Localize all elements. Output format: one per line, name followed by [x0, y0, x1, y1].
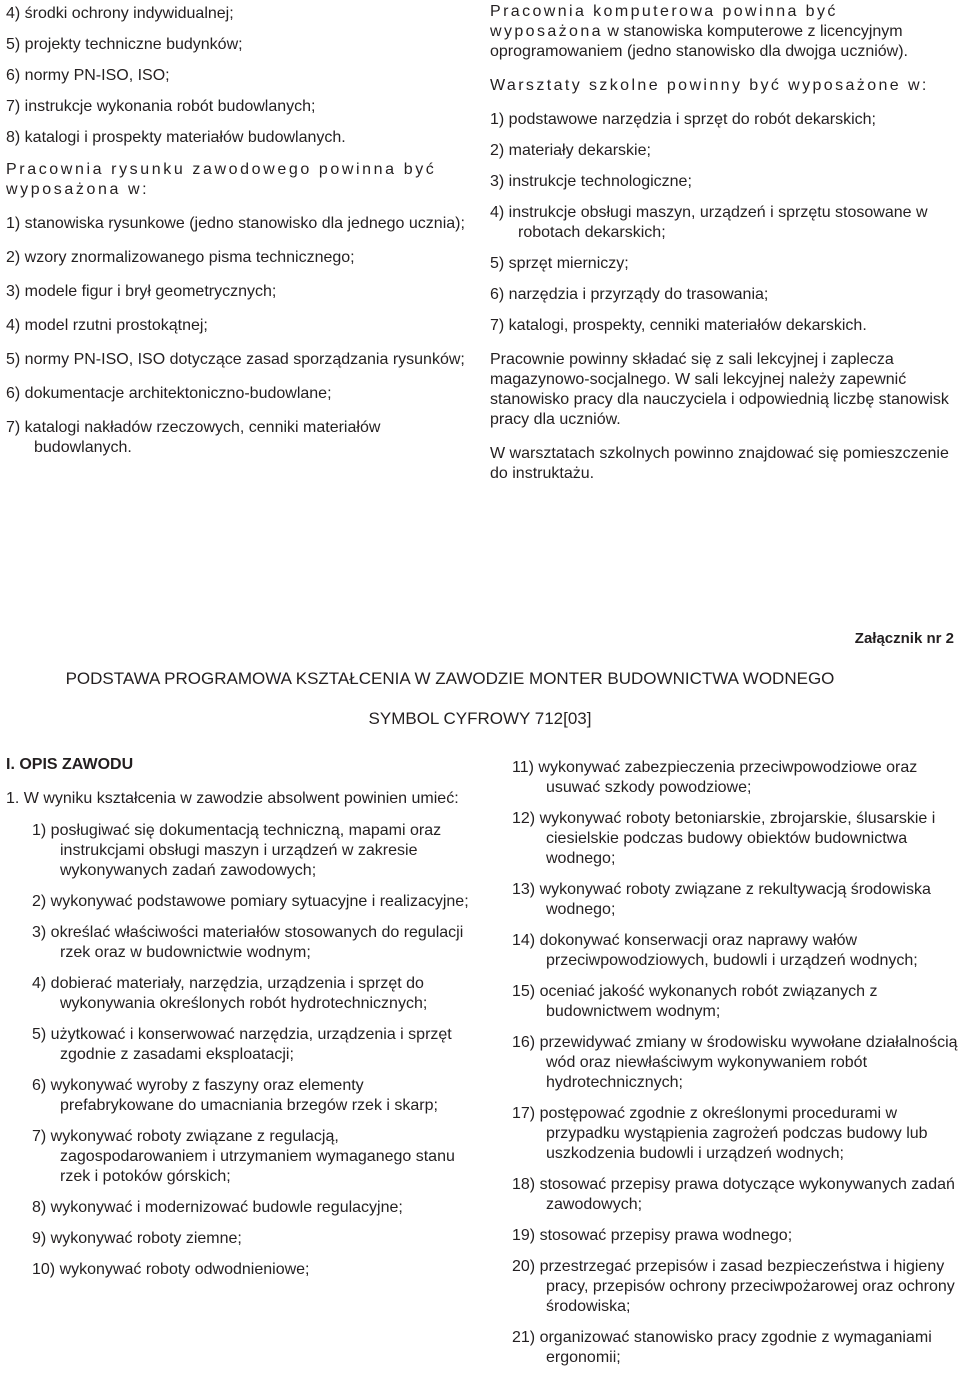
list-item: 3) instrukcje technologiczne;: [490, 173, 692, 190]
list-item: 2) wzory znormalizowanego pisma technicznego;: [6, 249, 355, 266]
list-item: 7) wykonywać roboty związane z regulacją, zagospodarowaniem i utrzymaniem wymaganego stanu rzek i potoków górskich;: [32, 1128, 455, 1185]
list-item: 1) posługiwać się dokumentacją techniczną, mapami oraz instrukcjami obsługi maszyn i urządzeń w zakresie wykonywanych zadań zawodowych;: [32, 822, 442, 879]
list-item: 5) normy PN-ISO, ISO dotyczące zasad sporządzania rysunków;: [6, 351, 465, 368]
list-item: 2) wykonywać podstawowe pomiary sytuacyjne i realizacyjne;: [32, 893, 469, 910]
list-item: 7) instrukcje wykonania robót budowlanych;: [6, 98, 316, 115]
computer-room-text: w stanowiska komputerowe z licencyjnym oprogramowaniem (jedno stanowisko dla dwojga uczniów).: [490, 23, 908, 60]
section-heading: I. OPIS ZAWODU: [6, 756, 134, 773]
skills-left-column: [6, 755, 472, 1291]
list-item: 6) wykonywać wyroby z faszyny oraz elementy prefabrykowane do umacniania brzegów rzek i skarp;: [32, 1077, 438, 1114]
list-item: 8) wykonywać i modernizować budowle regulacyjne;: [32, 1199, 403, 1216]
list-item: 1) podstawowe narzędzia i sprzęt do robót dekarskich;: [490, 111, 876, 128]
list-item: 21) organizować stanowisko pracy zgodnie z wymaganiami ergonomii;: [512, 1329, 932, 1366]
list-item: 5) sprzęt mierniczy;: [490, 255, 629, 272]
list-item: 7) katalogi, prospekty, cenniki materiałów dekarskich.: [490, 317, 867, 334]
document-title: PODSTAWA PROGRAMOWA KSZTAŁCENIA W ZAWODZIE MONTER BUDOWNICTWA WODNEGO: [65, 669, 835, 688]
list-item: 6) dokumentacje architektoniczno-budowlane;: [6, 385, 332, 402]
list-item: 4) model rzutni prostokątnej;: [6, 317, 208, 334]
list-item: 12) wykonywać roboty betoniarskie, zbrojarskie, ślusarskie i ciesielskie podczas budowy obiektów budownictwa wodnego;: [512, 810, 936, 867]
list-item: 5) użytkować i konserwować narzędzia, urządzenia i sprzęt zgodnie z zasadami eksploatacji;: [32, 1026, 452, 1063]
list-item: 5) projekty techniczne budynków;: [6, 36, 243, 53]
list-item: 10) wykonywać roboty odwodnieniowe;: [32, 1261, 310, 1278]
list-item: 3) modele figur i brył geometrycznych;: [6, 283, 277, 300]
list-item: 4) środki ochrony indywidualnej;: [6, 5, 234, 22]
list-item: 1) stanowiska rysunkowe (jedno stanowisko dla jednego ucznia);: [6, 215, 465, 232]
list-item: 14) dokonywać konserwacji oraz naprawy wałów przeciwpowodziowych, budowli i urządzeń wodnych;: [512, 932, 918, 969]
list-item: 19) stosować przepisy prawa wodnego;: [512, 1227, 793, 1244]
list-item: 15) oceniać jakość wykonanych robót związanych z budownictwem wodnym;: [512, 983, 878, 1020]
list-item: 11) wykonywać zabezpieczenia przeciwpowodziowe oraz usuwać szkody powodziowe;: [512, 759, 918, 796]
list-item: 18) stosować przepisy prawa dotyczące wykonywanych zadań zawodowych;: [512, 1176, 955, 1213]
list-item: 6) normy PN-ISO, ISO;: [6, 67, 170, 84]
list-item: 2) materiały dekarskie;: [490, 142, 651, 159]
left-top-column: [6, 4, 472, 472]
document-symbol: SYMBOL CYFROWY 712[03]: [368, 709, 592, 728]
list-item: 16) przewidywać zmiany w środowisku wywołane działalnością wód oraz niewłaściwym wykonywaniem robót hydrotechnicznych;: [512, 1034, 958, 1091]
rooms-paragraph: Pracownie powinny składać się z sali lekcyjnej i zaplecza magazynowo-socjalnego. W sali lekcyjnej należy zapewnić stanowisko pracy dla nauczyciela i odpowiednią liczbę stanowisk pracy dla uczniów.: [490, 351, 949, 428]
computer-room-paragraph: [490, 2, 956, 62]
skills-right-column: [512, 758, 960, 1379]
drawing-room-heading: Pracownia rysunku zawodowego powinna być wyposażona w:: [6, 161, 437, 198]
skills-list-left: [32, 821, 472, 1280]
list-item: 8) katalogi i prospekty materiałów budowlanych.: [6, 129, 346, 146]
point-intro: 1. W wyniku kształcenia w zawodzie absolwent powinien umieć:: [6, 790, 459, 807]
list-item: 13) wykonywać roboty związane z rekultywacją środowiska wodnego;: [512, 881, 931, 918]
list-item: 17) postępować zgodnie z określonymi procedurami w przypadku wystąpienia zagrożeń podczas budowy lub uszkodzenia budowli i urządzeń wodnych;: [512, 1105, 928, 1162]
list-item: 3) określać właściwości materiałów stosowanych do regulacji rzek oraz w budownictwie wodnym;: [32, 924, 464, 961]
list-item: 9) wykonywać roboty ziemne;: [32, 1230, 242, 1247]
right-top-column: [490, 2, 956, 498]
instruction-room-paragraph: W warsztatach szkolnych powinno znajdować się pomieszczenie do instruktażu.: [490, 445, 949, 482]
list-item: 20) przestrzegać przepisów i zasad bezpieczeństwa i higieny pracy, przepisów ochrony przeciwpożarowej oraz ochrony środowiska;: [512, 1258, 955, 1315]
list-item: 6) narzędzia i przyrządy do trasowania;: [490, 286, 769, 303]
computer-room-heading: Pracownia komputerowa powinna być wyposażona: [490, 3, 838, 40]
workshop-heading: Warsztaty szkolne powinny być wyposażone w:: [490, 77, 929, 94]
list-item: 7) katalogi nakładów rzeczowych, cenniki materiałów budowlanych.: [6, 419, 381, 456]
annex-label: Załącznik nr 2: [854, 630, 954, 647]
list-item: 4) dobierać materiały, narzędzia, urządzenia i sprzęt do wykonywania określonych robót hydrotechnicznych;: [32, 975, 428, 1012]
list-item: 4) instrukcje obsługi maszyn, urządzeń i sprzętu stosowane w robotach dekarskich;: [490, 204, 928, 241]
